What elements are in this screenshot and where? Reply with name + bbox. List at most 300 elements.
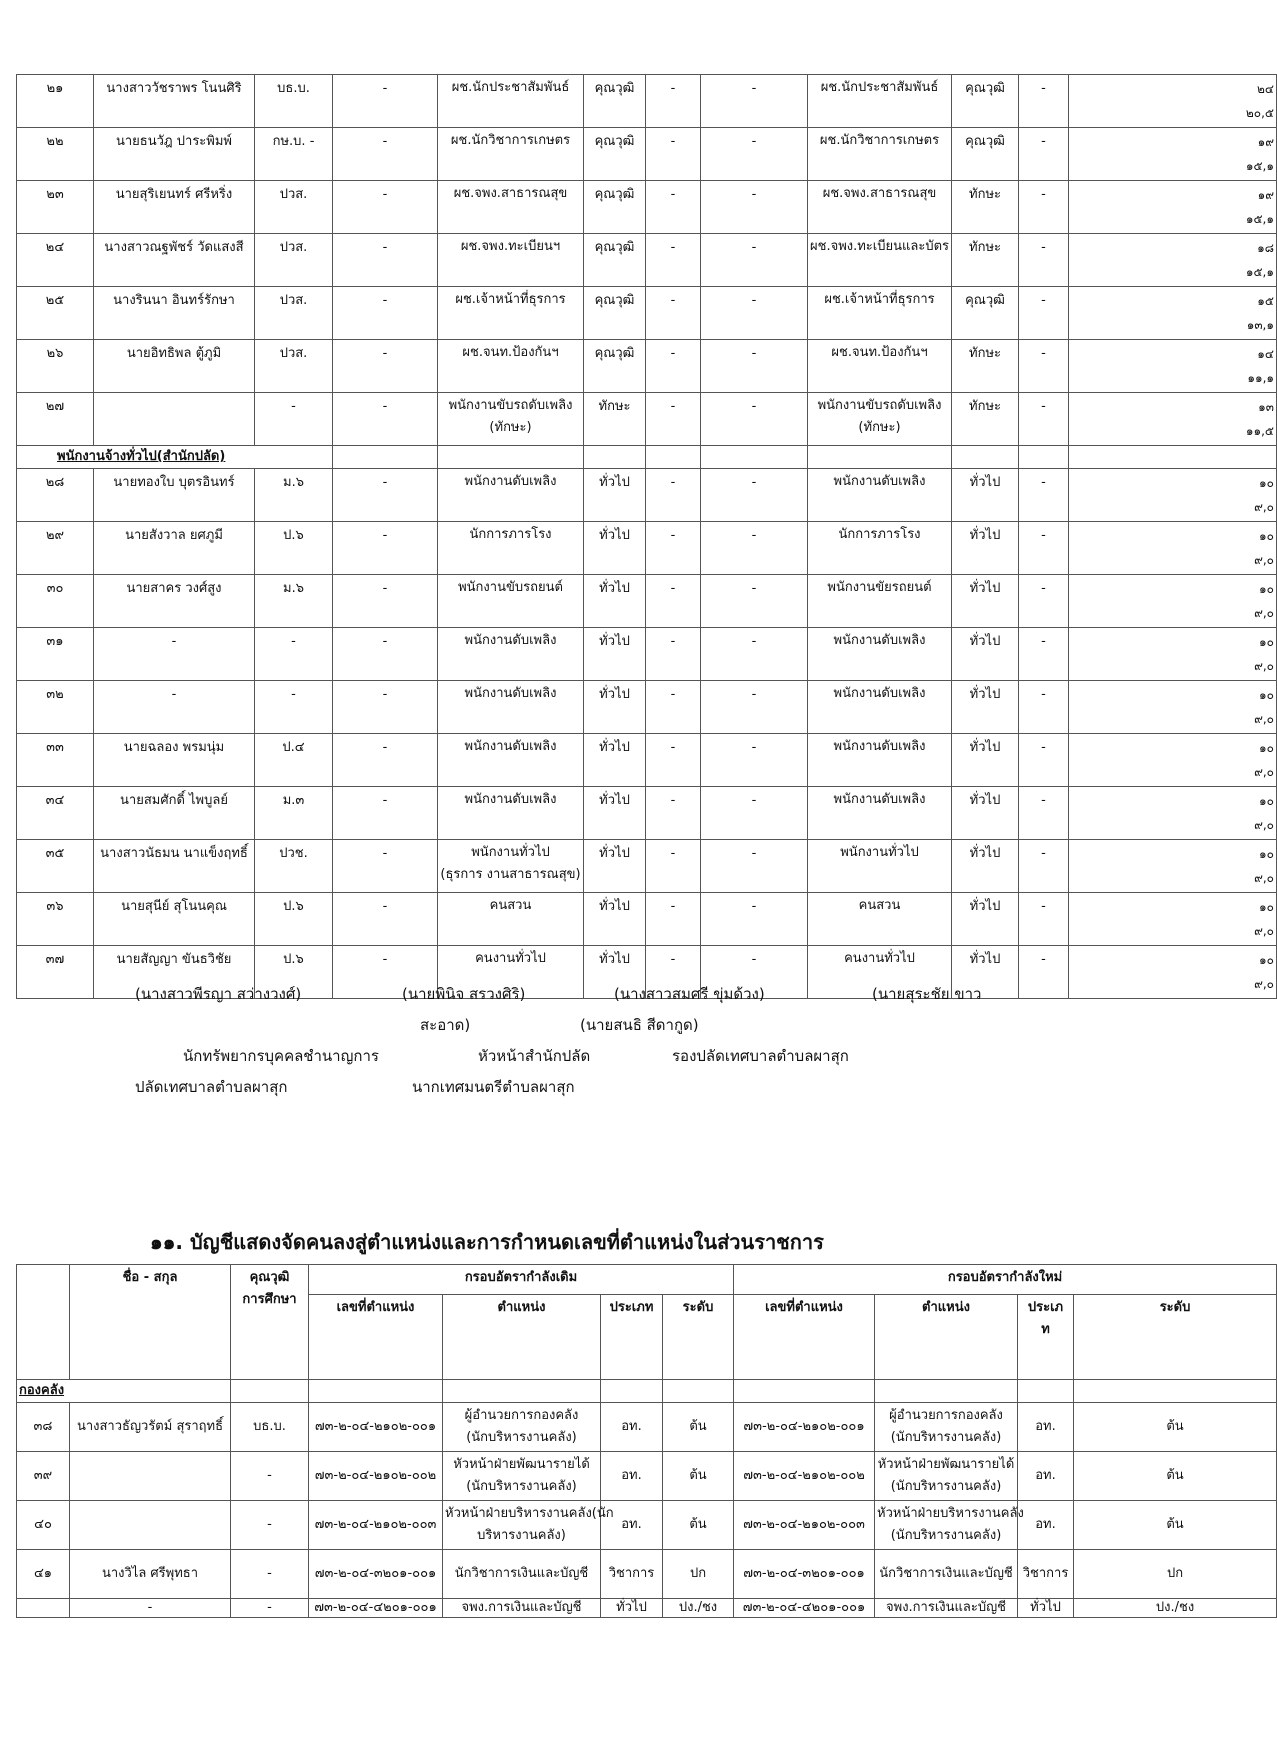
old-type: อท. <box>601 1452 663 1501</box>
education: - <box>231 1501 309 1550</box>
new-type: คุณวุฒิ <box>952 287 1019 340</box>
education: ม.๖ <box>255 575 333 628</box>
new-position-number: - <box>701 287 808 340</box>
new-type: ทั่วไป <box>952 522 1019 575</box>
new-position-number: - <box>701 522 808 575</box>
new-position <box>808 234 952 287</box>
new-position <box>875 1550 1018 1599</box>
education: - <box>231 1550 309 1599</box>
old-position-number: - <box>333 234 438 287</box>
salary-line: ๑๙ <box>1257 135 1274 149</box>
education: ปวส. <box>255 181 333 234</box>
employee-name: นางวิไล ศรีพุทธา <box>70 1550 231 1599</box>
old-type: ทักษะ <box>584 393 646 446</box>
education: - <box>255 628 333 681</box>
old-position-line: ผช.นักวิชาการเกษตร <box>450 133 571 148</box>
new-position-number: - <box>701 575 808 628</box>
new-level: - <box>1019 128 1069 181</box>
employee-name: นางสาวธัญวรัตม์ สุราฤทธิ์ <box>70 1403 231 1452</box>
empty-cell <box>734 1380 875 1403</box>
new-position-line: พนักงานดับเพลิง <box>833 739 926 754</box>
old-type: ทั่วไป <box>584 946 646 999</box>
employee-name: นายอิทธิพล ตู้ภูมิ <box>94 340 255 393</box>
header-old-group: กรอบอัตรากำลังเดิม <box>309 1265 734 1295</box>
new-position-number: - <box>701 469 808 522</box>
new-type: อท. <box>1018 1452 1074 1501</box>
header-old-level: ระดับ <box>663 1295 734 1380</box>
new-position-number: - <box>701 787 808 840</box>
row-number: ๒๓ <box>17 181 94 234</box>
new-type: ทักษะ <box>952 234 1019 287</box>
salary-line: ๙,๐ <box>1254 712 1274 726</box>
old-level: - <box>646 287 701 340</box>
table-row <box>17 522 1277 575</box>
new-position-line: พนักงานดับเพลิง <box>833 792 926 807</box>
old-position-line: พนักงานดับเพลิง <box>464 686 557 701</box>
old-position-number: - <box>333 522 438 575</box>
salary-line: ๙,๐ <box>1254 924 1274 938</box>
row-number <box>17 1599 70 1618</box>
salary-line: ๑๔ <box>1257 347 1274 361</box>
employee-name: นายสาคร วงศ์สูง <box>94 575 255 628</box>
new-position-number: - <box>701 734 808 787</box>
salary-line: ๙,๐ <box>1254 659 1274 673</box>
old-position-line: ผช.เจ้าหน้าที่ธุรการ <box>455 292 566 307</box>
new-type: ทั่วไป <box>952 628 1019 681</box>
empty-cell <box>1019 446 1069 469</box>
new-position-line: ผช.จพง.สาธารณสุข <box>822 186 937 201</box>
row-number: ๒๔ <box>17 234 94 287</box>
new-position-number: - <box>701 234 808 287</box>
old-position <box>438 75 584 128</box>
salary-line: ๑๐ <box>1259 794 1274 808</box>
header-edu <box>231 1265 309 1380</box>
new-level: - <box>1019 469 1069 522</box>
education: ป.๖ <box>255 946 333 999</box>
old-level: ต้น <box>663 1403 734 1452</box>
new-level: ปก <box>1074 1550 1277 1599</box>
new-position-line: คนงานทั่วไป <box>844 951 915 966</box>
new-level: - <box>1019 234 1069 287</box>
salary-line: ๙,๐ <box>1254 553 1274 567</box>
table-row <box>17 287 1277 340</box>
new-type: ทั่วไป <box>952 840 1019 893</box>
employee-name: - <box>94 681 255 734</box>
old-position-line: พนักงานดับเพลิง <box>464 739 557 754</box>
salary-line: ๙,๐ <box>1254 765 1274 779</box>
salary <box>1069 287 1277 340</box>
old-position <box>438 522 584 575</box>
new-position <box>875 1452 1018 1501</box>
old-level: - <box>646 575 701 628</box>
row-number: ๓๕ <box>17 840 94 893</box>
old-level: - <box>646 628 701 681</box>
education: บธ.บ. <box>231 1403 309 1452</box>
header-name: ชื่อ - สกุล <box>70 1265 231 1380</box>
old-position-number: - <box>333 75 438 128</box>
old-position <box>438 181 584 234</box>
old-position <box>443 1599 601 1618</box>
new-type: ทักษะ <box>952 393 1019 446</box>
salary <box>1069 840 1277 893</box>
new-level: - <box>1019 734 1069 787</box>
salary <box>1069 340 1277 393</box>
salary <box>1069 181 1277 234</box>
table-row <box>17 469 1277 522</box>
header-new-group: กรอบอัตรากำลังใหม่ <box>734 1265 1277 1295</box>
new-type: อท. <box>1018 1403 1074 1452</box>
employee-name <box>70 1452 231 1501</box>
staff-table-2 <box>16 1264 1277 1618</box>
row-number: ๓๔ <box>17 787 94 840</box>
row-number: ๒๗ <box>17 393 94 446</box>
table-row <box>17 840 1277 893</box>
old-position-line: ผช.นักประชาสัมพันธ์ <box>451 80 570 95</box>
salary <box>1069 469 1277 522</box>
old-level: - <box>646 234 701 287</box>
new-position <box>808 393 952 446</box>
old-position-line: หัวหน้าฝ่ายบริหารงานคลัง(นัก <box>445 1506 614 1521</box>
old-position-number: - <box>333 469 438 522</box>
row-number: ๒๑ <box>17 75 94 128</box>
old-position-line: พนักงานขับรถดับเพลิง <box>448 398 573 413</box>
empty-cell <box>701 446 808 469</box>
new-level: - <box>1019 75 1069 128</box>
old-level: ปก <box>663 1550 734 1599</box>
row-number: ๔๑ <box>17 1550 70 1599</box>
employee-name: นายทองใบ บุตรอินทร์ <box>94 469 255 522</box>
table-row <box>17 1599 1277 1618</box>
header-new-type-2: ท <box>1041 1322 1050 1337</box>
header-new-type-1: ประเภ <box>1027 1300 1064 1315</box>
new-type: ทั่วไป <box>952 893 1019 946</box>
header-new-type <box>1018 1295 1074 1380</box>
old-position-line: ผช.จพง.สาธารณสุข <box>453 186 568 201</box>
old-position-number: - <box>333 393 438 446</box>
old-position-number: - <box>333 787 438 840</box>
new-position <box>808 128 952 181</box>
education: บธ.บ. <box>255 75 333 128</box>
new-type: คุณวุฒิ <box>952 128 1019 181</box>
old-position <box>438 575 584 628</box>
new-position-line: ผช.จพง.ทะเบียนและบัตร <box>810 239 949 254</box>
row-number: ๓๖ <box>17 893 94 946</box>
salary-line: ๙,๐ <box>1254 606 1274 620</box>
old-position-line: หัวหน้าฝ่ายพัฒนารายได้ <box>453 1457 590 1472</box>
old-level: - <box>646 522 701 575</box>
old-level: - <box>646 681 701 734</box>
new-position <box>808 893 952 946</box>
education: ม.๖ <box>255 469 333 522</box>
new-position <box>808 469 952 522</box>
employee-name: - <box>94 628 255 681</box>
old-position <box>438 469 584 522</box>
salary <box>1069 75 1277 128</box>
salary-line: ๑๕,๑ <box>1245 159 1274 173</box>
row-number: ๓๙ <box>17 1452 70 1501</box>
old-position-number: - <box>333 893 438 946</box>
new-position <box>875 1501 1024 1550</box>
new-level: ต้น <box>1074 1501 1277 1550</box>
new-position-number: - <box>701 393 808 446</box>
empty-cell <box>952 446 1019 469</box>
new-position-line: พนักงานดับเพลิง <box>833 686 926 701</box>
new-position-line: พนักงานดับเพลิง <box>833 633 926 648</box>
new-position-number: ๗๓-๒-๐๔-๓๒๐๑-๐๐๑ <box>734 1550 875 1599</box>
education: ม.๓ <box>255 787 333 840</box>
row-number: ๔๐ <box>17 1501 70 1550</box>
salary <box>1069 628 1277 681</box>
old-level: - <box>646 75 701 128</box>
salary-line: ๑๐ <box>1259 953 1274 967</box>
empty-cell <box>443 1380 601 1403</box>
new-level: - <box>1019 787 1069 840</box>
new-position-number: ๗๓-๒-๐๔-๔๒๐๑-๐๐๑ <box>734 1599 875 1618</box>
new-type: ทั่วไป <box>952 681 1019 734</box>
salary <box>1069 128 1277 181</box>
salary-line: ๑๘ <box>1257 241 1274 255</box>
old-position-number: - <box>333 681 438 734</box>
new-position <box>808 575 952 628</box>
new-position-line: พนักงานดับเพลิง <box>833 474 926 489</box>
old-position-line: คนสวน <box>489 898 532 913</box>
old-position <box>438 234 584 287</box>
old-type: คุณวุฒิ <box>584 287 646 340</box>
salary <box>1069 946 1277 999</box>
empty-cell <box>584 446 646 469</box>
new-position-line: นักการภารโรง <box>838 527 921 542</box>
new-level: - <box>1019 893 1069 946</box>
salary-line: ๑๑,๑ <box>1247 371 1274 385</box>
old-position-line: (นักบริหารงานคลัง) <box>466 1430 577 1445</box>
empty-cell <box>601 1380 663 1403</box>
new-position-line: นักวิชาการเงินและบัญชี <box>879 1566 1013 1581</box>
old-type: ทั่วไป <box>584 628 646 681</box>
education: ป.๖ <box>255 893 333 946</box>
table-row <box>17 1452 1277 1501</box>
salary <box>1069 787 1277 840</box>
education: - <box>231 1599 309 1618</box>
empty-cell <box>309 1380 443 1403</box>
new-level: - <box>1019 393 1069 446</box>
new-position-line: (นักบริหารงานคลัง) <box>890 1430 1002 1445</box>
empty-cell <box>1074 1380 1277 1403</box>
new-position <box>808 522 952 575</box>
employee-name: นายธนวัฎ ปาระพิมพ์ <box>94 128 255 181</box>
new-position-line: ผช.นักวิชาการเกษตร <box>819 133 940 148</box>
new-level: - <box>1019 181 1069 234</box>
new-level: - <box>1019 840 1069 893</box>
salary-line: ๑๙ <box>1257 188 1274 202</box>
new-level: - <box>1019 575 1069 628</box>
row-number: ๓๗ <box>17 946 94 999</box>
signature-name-1: (นางสาวพีรญา สว่างวงศ์) <box>135 985 302 1003</box>
new-position-line: ผช.จนท.ป้องกันฯ <box>831 345 928 360</box>
new-type: อท. <box>1018 1501 1074 1550</box>
old-position-line: จพง.การเงินและบัญชี <box>461 1600 582 1615</box>
old-position <box>438 734 584 787</box>
employee-name: นายสัญญา ขันธวิชัย <box>94 946 255 999</box>
signature-name-3: (นางสาวสมศรี ขุ่มด้วง) <box>614 985 765 1003</box>
section-title: ๑๑. บัญชีแสดงจัดคนลงสู่ตำแหน่งและการกำหนดเลขที่ตำแหน่งในส่วนราชการ <box>150 1230 824 1254</box>
table-row <box>17 340 1277 393</box>
new-position-line: ผู้อำนวยการกองคลัง <box>889 1408 1003 1423</box>
table-row <box>17 234 1277 287</box>
employee-name: นายสุริเยนทร์ ศรีหริ่ง <box>94 181 255 234</box>
old-position-number: ๗๓-๒-๐๔-๒๑๐๒-๐๐๑ <box>309 1403 443 1452</box>
employee-name: นางสาววัชราพร โนนศิริ <box>94 75 255 128</box>
old-type: ทั่วไป <box>584 840 646 893</box>
old-position-number: - <box>333 128 438 181</box>
new-position <box>808 628 952 681</box>
old-position-line: พนักงานดับเพลิง <box>464 792 557 807</box>
header-new-level: ระดับ <box>1074 1295 1277 1380</box>
old-position-number: ๗๓-๒-๐๔-๒๑๐๒-๐๐๒ <box>309 1452 443 1501</box>
salary <box>1069 393 1277 446</box>
table-row <box>17 181 1277 234</box>
old-position <box>438 393 584 446</box>
row-number: ๒๕ <box>17 287 94 340</box>
employee-name <box>70 1501 231 1550</box>
old-position <box>443 1501 614 1550</box>
old-position-number: - <box>333 628 438 681</box>
header-new-pos-no: เลขที่ตำแหน่ง <box>734 1295 875 1380</box>
new-position <box>808 287 952 340</box>
new-type: คุณวุฒิ <box>952 75 1019 128</box>
new-position-number: - <box>701 840 808 893</box>
salary-line: ๑๑,๕ <box>1245 424 1274 438</box>
old-level: ต้น <box>663 1501 734 1550</box>
signature-title-1: นักทรัพยากรบุคคลชำนาญการ <box>183 1047 379 1065</box>
old-position-number: - <box>333 287 438 340</box>
staff-table-1 <box>16 74 1277 999</box>
old-type: อท. <box>601 1403 663 1452</box>
old-position <box>438 340 584 393</box>
signature-title-4: ปลัดเทศบาลตำบลผาสุก <box>135 1078 288 1096</box>
employee-name: นายสมศักดิ์ ไพบูลย์ <box>94 787 255 840</box>
new-type: ทั่วไป <box>952 946 1019 999</box>
old-level: - <box>646 893 701 946</box>
section-label-general-staff: พนักงานจ้างทั่วไป(สำนักปลัด) <box>17 446 333 469</box>
salary-line: ๑๐ <box>1259 529 1274 543</box>
header-no <box>17 1265 70 1380</box>
empty-cell <box>875 1380 1018 1403</box>
new-level: ต้น <box>1074 1403 1277 1452</box>
salary-line: ๑๐ <box>1259 476 1274 490</box>
old-position <box>438 628 584 681</box>
old-position-line: (นักบริหารงานคลัง) <box>466 1479 577 1494</box>
old-type: ทั่วไป <box>584 522 646 575</box>
row-number: ๓๘ <box>17 1403 70 1452</box>
section-row <box>17 446 1277 469</box>
new-level: - <box>1019 681 1069 734</box>
new-position-line: หัวหน้าฝ่ายบริหารงานคลัง <box>877 1506 1024 1521</box>
new-level: - <box>1019 340 1069 393</box>
new-position-number: ๗๓-๒-๐๔-๒๑๐๒-๐๐๓ <box>734 1501 875 1550</box>
empty-cell <box>438 446 584 469</box>
row-number: ๓๑ <box>17 628 94 681</box>
old-position <box>438 287 584 340</box>
new-type: ทั่วไป <box>952 469 1019 522</box>
old-position-number: ๗๓-๒-๐๔-๒๑๐๒-๐๐๓ <box>309 1501 443 1550</box>
old-position-line: พนักงานขับรถยนต์ <box>458 580 563 595</box>
salary-line: ๙,๐ <box>1254 500 1274 514</box>
salary-line: ๙,๐ <box>1254 818 1274 832</box>
new-position-number: ๗๓-๒-๐๔-๒๑๐๒-๐๐๒ <box>734 1452 875 1501</box>
old-type: ทั่วไป <box>584 893 646 946</box>
old-type: ทั่วไป <box>584 734 646 787</box>
new-position-number: - <box>701 681 808 734</box>
row-number: ๒๒ <box>17 128 94 181</box>
old-position-line: บริหารงานคลัง) <box>477 1528 566 1543</box>
table-row <box>17 734 1277 787</box>
old-level: - <box>646 181 701 234</box>
old-type: คุณวุฒิ <box>584 234 646 287</box>
empty-cell <box>808 446 952 469</box>
new-position-line: คนสวน <box>858 898 901 913</box>
education: ป.๖ <box>255 522 333 575</box>
salary-line: ๑๕ <box>1257 294 1274 308</box>
new-position-line: (นักบริหารงานคลัง) <box>890 1528 1002 1543</box>
old-position <box>438 893 584 946</box>
old-type: อท. <box>601 1501 663 1550</box>
old-position <box>438 681 584 734</box>
salary-line: ๑๐ <box>1259 635 1274 649</box>
old-position-line: นักวิชาการเงินและบัญชี <box>454 1566 589 1581</box>
salary-line: ๙,๐ <box>1254 871 1274 885</box>
old-type: ทั่วไป <box>584 575 646 628</box>
old-position-line: (ธุรการ งานสาธารณสุข) <box>440 867 581 882</box>
new-position-number: - <box>701 340 808 393</box>
new-position-line: พนักงานขับรถดับเพลิง <box>817 398 942 413</box>
new-position-number: - <box>701 181 808 234</box>
old-position-number: ๗๓-๒-๐๔-๓๒๐๑-๐๐๑ <box>309 1550 443 1599</box>
old-level: - <box>646 946 701 999</box>
empty-cell <box>663 1380 734 1403</box>
education: ปวส. <box>255 287 333 340</box>
old-position <box>438 787 584 840</box>
table-row <box>17 1550 1277 1599</box>
old-position-number: - <box>333 181 438 234</box>
salary <box>1069 575 1277 628</box>
table-row <box>17 575 1277 628</box>
empty-cell <box>231 1380 309 1403</box>
row-number: ๒๙ <box>17 522 94 575</box>
new-level: - <box>1019 522 1069 575</box>
row-number: ๒๘ <box>17 469 94 522</box>
signature-name-4: (นายสุระชัย ขาว <box>872 985 982 1003</box>
new-position-line: (นักบริหารงานคลัง) <box>890 1479 1002 1494</box>
education: ปวส. <box>255 340 333 393</box>
new-level: - <box>1019 287 1069 340</box>
new-type: ทักษะ <box>952 181 1019 234</box>
new-position <box>808 681 952 734</box>
old-position-line: ผช.จนท.ป้องกันฯ <box>462 345 559 360</box>
old-position <box>443 1550 601 1599</box>
new-position <box>875 1599 1018 1618</box>
new-position <box>875 1403 1018 1452</box>
salary <box>1069 234 1277 287</box>
table-row <box>17 128 1277 181</box>
old-level: - <box>646 340 701 393</box>
old-level: - <box>646 393 701 446</box>
education: กษ.บ. - <box>255 128 333 181</box>
row-number: ๒๖ <box>17 340 94 393</box>
new-position-line: พนักงานขัยรถยนต์ <box>827 580 932 595</box>
old-position-line: คนงานทั่วไป <box>475 951 546 966</box>
salary-line: ๑๐ <box>1259 847 1274 861</box>
empty-cell <box>1069 446 1277 469</box>
